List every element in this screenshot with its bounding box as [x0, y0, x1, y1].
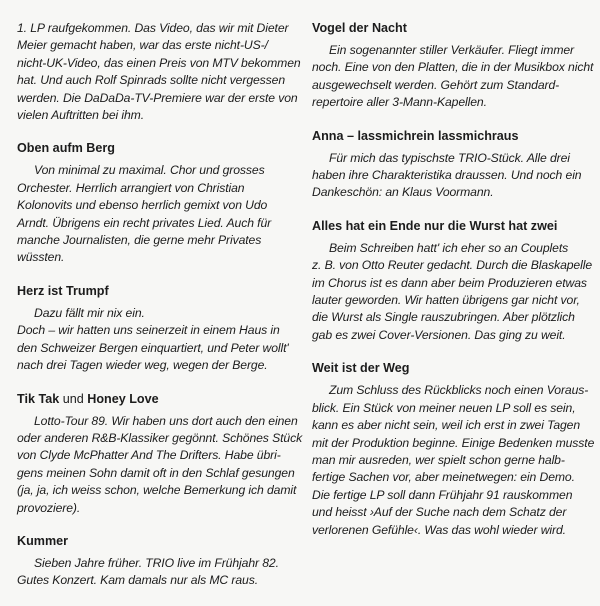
heading-part: Honey Love	[87, 391, 159, 406]
text-line: lauter geworden. Wir hatten übrigens gar nicht vor,	[312, 293, 580, 308]
text-line: oder anderen R&B-Klassiker gegönnt. Schönes Stück	[17, 430, 303, 445]
section-heading: Herz ist Trumpf	[17, 283, 109, 298]
section-oben-aufm-berg	[17, 140, 295, 266]
text-line: haben ihre Charakteristika draussen. Und noch ein	[312, 168, 582, 183]
text-line: verlorenen Gefühle‹. Was das wohl wieder wird.	[312, 522, 566, 537]
text-line: Zum Schluss des Rückblicks noch einen Voraus-	[329, 383, 589, 398]
text-line: von Clyde McPhatter And The Drifters. Habe übri-	[17, 448, 281, 463]
text-line: blick. Ein Stück von meiner neuen LP soll es sein,	[312, 400, 576, 415]
text-line: vielen Auftritten bei ihm.	[17, 108, 145, 123]
right-column	[312, 20, 595, 555]
text-line: Dankeschön: an Klaus Voormann.	[312, 185, 494, 200]
text-line: Kolonovits und ebenso herrlich gemixt von Udo	[17, 198, 268, 213]
text-line: die Wurst als Single rauszubringen. Aber plötzlich	[312, 310, 575, 325]
text-line: Beim Schreiben hatt' ich eher so an Couplets	[329, 240, 569, 255]
section-heading: Oben aufm Berg	[17, 141, 115, 156]
text-line: Lotto-Tour 89. Wir haben uns dort auch den einen	[34, 413, 298, 428]
text-line: ausgewechselt werden. Gehört zum Standard-	[312, 77, 560, 92]
section-weit-ist-der-weg	[312, 360, 595, 539]
section-vogel-der-nacht	[312, 20, 594, 112]
left-column	[17, 20, 303, 606]
text-line: (ja, ja, ich weiss schon, welche Bemerkung ich damit	[17, 483, 297, 498]
text-line: werden. Die DaDaDa-TV-Premiere war der erste von	[17, 90, 298, 105]
text-line: Gutes Konzert. Kam damals nur als MC raus.	[17, 573, 258, 588]
section-heading: Weit ist der Weg	[312, 361, 410, 376]
text-line: mit der Produktion beginne. Einige Bedenken musste	[312, 435, 595, 450]
text-line: fertige Sachen vor, aber meinetwegen: ein Demo.	[312, 470, 575, 485]
text-line: man mir ausreden, wer spielt schon gerne halb-	[312, 452, 565, 467]
text-line: Doch – wir hatten uns seinerzeit in einem Haus in	[17, 323, 280, 338]
section-heading	[17, 391, 295, 407]
section-heading: Alles hat ein Ende nur die Wurst hat zwei	[312, 218, 558, 233]
section-heading: Vogel der Nacht	[312, 21, 407, 35]
text-line: Ein sogenannter stiller Verkäufer. Fliegt immer	[329, 43, 575, 57]
text-line: Sieben Jahre früher. TRIO live im Frühjahr 82.	[34, 555, 279, 570]
section-tik-tak-honey-love	[17, 391, 303, 517]
text-line: den Schweizer Bergen einquartiert, und Peter wollt'	[17, 340, 289, 355]
text-line: kann es aber nicht sein, weil ich erst in zwei Tagen	[312, 418, 581, 433]
text-line: Von minimal zu maximal. Chor und grosses	[34, 163, 265, 178]
text-line: manche Journalisten, die gerne mehr Privates	[17, 233, 262, 248]
section-heading: Kummer	[17, 533, 69, 548]
text-line: und heisst ›Auf der Suche nach dem Schatz der	[312, 505, 567, 520]
text-line: z. B. von Otto Reuter gedacht. Durch die Blaskapelle	[312, 258, 593, 273]
text-line: im Chorus ist es dann aber beim Produzieren etwas	[312, 275, 587, 290]
section-alles-hat-ein-ende	[312, 218, 593, 344]
text-line: Arndt. Übrigens ein recht privates Lied. Auch für	[17, 215, 272, 230]
text-line: wüssten.	[17, 250, 65, 265]
text-line: nicht-UK-Video, das einen Preis von MTV bekommen	[17, 55, 301, 70]
heading-conjunction: und	[62, 391, 84, 406]
section-anna	[312, 128, 586, 202]
text-line: repertoire aller 3-Mann-Kapellen.	[312, 95, 487, 110]
text-line: Orchester. Herrlich arrangiert von Christian	[17, 180, 245, 195]
text-line: gab es zwei Cover-Versionen. Das ging zu weit.	[312, 327, 566, 342]
text-line: nach drei Tagen wieder weg, wegen der Berge.	[17, 358, 268, 373]
section-heading: Anna – lassmichrein lassmichraus	[312, 128, 519, 143]
intro-paragraph	[17, 20, 301, 124]
text-line: gens meinen Sohn damit oft in den Schlaf gesungen	[17, 465, 295, 480]
heading-part: Tik Tak	[17, 391, 60, 406]
text-line: Für mich das typischste TRIO-Stück. Alle drei	[329, 150, 570, 165]
text-line: 1. LP raufgekommen. Das Video, das wir mit Dieter	[17, 21, 289, 35]
section-herz-ist-trumpf	[17, 283, 295, 375]
text-line: provoziere).	[17, 500, 81, 515]
section-kummer	[17, 533, 295, 590]
text-line: hat. Und auch Rolf Spinrads sollte nicht vergessen	[17, 73, 286, 88]
text-line: Die fertige LP soll dann Frühjahr 91 rauskommen	[312, 487, 573, 502]
text-line: Dazu fällt mir nix ein.	[34, 305, 145, 320]
text-line: noch. Eine von den Platten, die in der Musikbox nicht	[312, 60, 594, 75]
text-line: Meier gemacht haben, war das erste nicht-US-/	[17, 38, 268, 53]
